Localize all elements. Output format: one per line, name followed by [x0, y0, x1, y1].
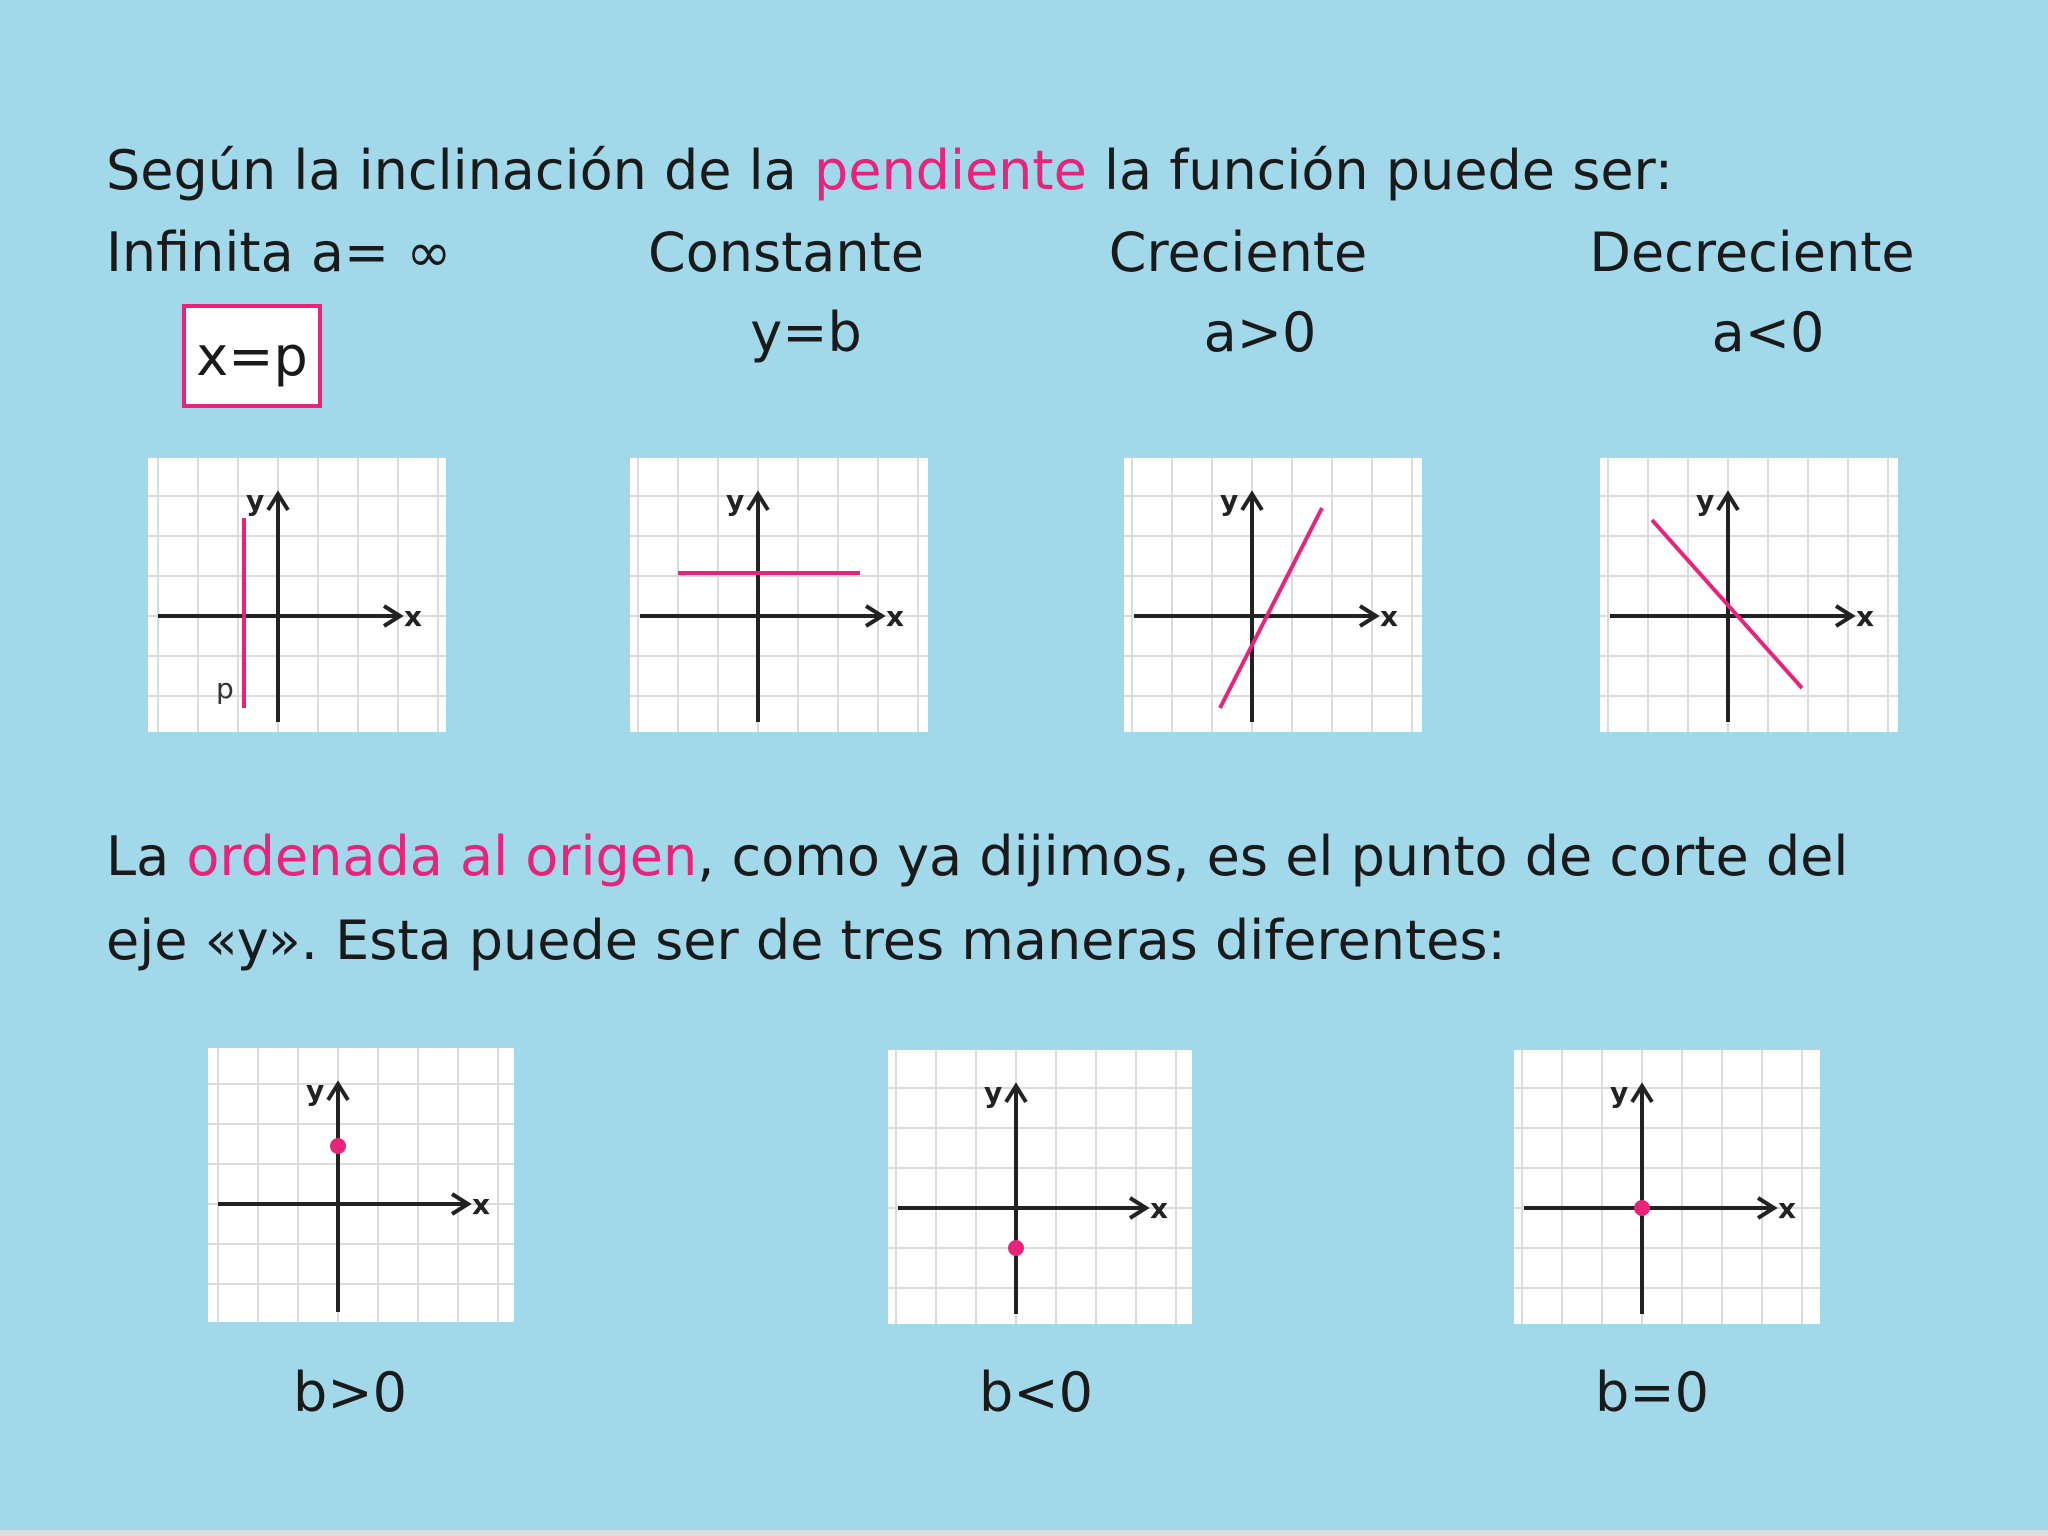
x-axis-label: x	[1150, 1192, 1169, 1225]
graph-constant-svg	[630, 458, 928, 732]
intercept-heading-line2: eje «y». Esta puede ser de tres maneras diferentes:	[106, 909, 1506, 972]
y-axis-label: y	[246, 484, 265, 517]
formula-constant: y=b	[750, 301, 862, 364]
slope-title-decreasing: Decreciente	[1589, 221, 1915, 284]
slope-heading	[106, 139, 1673, 202]
graph-intercept-negative-svg	[888, 1050, 1192, 1324]
axes	[1610, 484, 1874, 722]
x-axis-label: x	[1380, 600, 1399, 633]
slope-title-constant: Constante	[648, 221, 924, 284]
y-axis-label: y	[984, 1076, 1003, 1109]
graph-infinite-svg	[148, 458, 446, 732]
formula-infinite-box	[182, 304, 322, 408]
grid	[1514, 1050, 1820, 1324]
grid	[1124, 458, 1422, 732]
axes	[640, 484, 904, 722]
increasing-line	[1220, 508, 1322, 708]
x-axis-label: x	[1856, 600, 1875, 633]
graph-increasing-svg	[1124, 458, 1422, 732]
axes	[1524, 1076, 1796, 1314]
intercept-heading-before: La	[106, 825, 187, 888]
y-axis-label: y	[726, 484, 745, 517]
slope-heading-highlight: pendiente	[813, 139, 1087, 202]
x-axis-label: x	[404, 600, 423, 633]
graph-increasing-slope	[1124, 458, 1422, 732]
x-axis-label: x	[472, 1188, 491, 1221]
intercept-label-zero: b=0	[1595, 1361, 1709, 1424]
slope-title-infinite: Infinita a= ∞	[106, 221, 452, 284]
graph-constant-slope	[630, 458, 928, 732]
intercept-point	[330, 1138, 346, 1154]
grid	[208, 1048, 514, 1322]
formula-infinite: x=p	[196, 324, 308, 388]
y-axis-label: y	[1696, 484, 1715, 517]
graph-intercept-negative	[888, 1050, 1192, 1324]
graph-decreasing-svg	[1600, 458, 1898, 732]
graph-infinite-slope	[148, 458, 446, 732]
formula-increasing: a>0	[1203, 301, 1317, 364]
y-axis-label: y	[306, 1074, 325, 1107]
grid	[630, 458, 928, 732]
x-axis-label: x	[886, 600, 905, 633]
point-label-p: p	[216, 672, 234, 705]
grid	[888, 1050, 1192, 1324]
grid	[148, 458, 446, 732]
graph-intercept-zero	[1514, 1050, 1820, 1324]
intercept-point	[1008, 1240, 1024, 1256]
slope-heading-after: la función puede ser:	[1086, 139, 1673, 202]
formula-decreasing: a<0	[1711, 301, 1825, 364]
axes	[1134, 484, 1398, 722]
intercept-label-positive: b>0	[293, 1361, 407, 1424]
intercept-label-negative: b<0	[979, 1361, 1093, 1424]
graph-decreasing-slope	[1600, 458, 1898, 732]
intercept-heading-line1	[106, 825, 1849, 888]
y-axis-label: y	[1220, 484, 1239, 517]
bottom-border	[0, 1530, 2048, 1536]
axes	[898, 1076, 1168, 1314]
intercept-heading-after: , como ya dijimos, es el punto de corte del	[697, 825, 1849, 888]
y-axis-label: y	[1610, 1076, 1629, 1109]
intercept-point	[1634, 1200, 1650, 1216]
intercept-heading-highlight: ordenada al origen	[186, 825, 698, 888]
grid	[1600, 458, 1898, 732]
slope-heading-before: Según la inclinación de la	[106, 139, 814, 202]
x-axis-label: x	[1778, 1192, 1797, 1225]
graph-intercept-positive	[208, 1048, 514, 1322]
graph-intercept-zero-svg	[1514, 1050, 1820, 1324]
graph-intercept-positive-svg	[208, 1048, 514, 1322]
slope-title-increasing: Creciente	[1108, 221, 1368, 284]
